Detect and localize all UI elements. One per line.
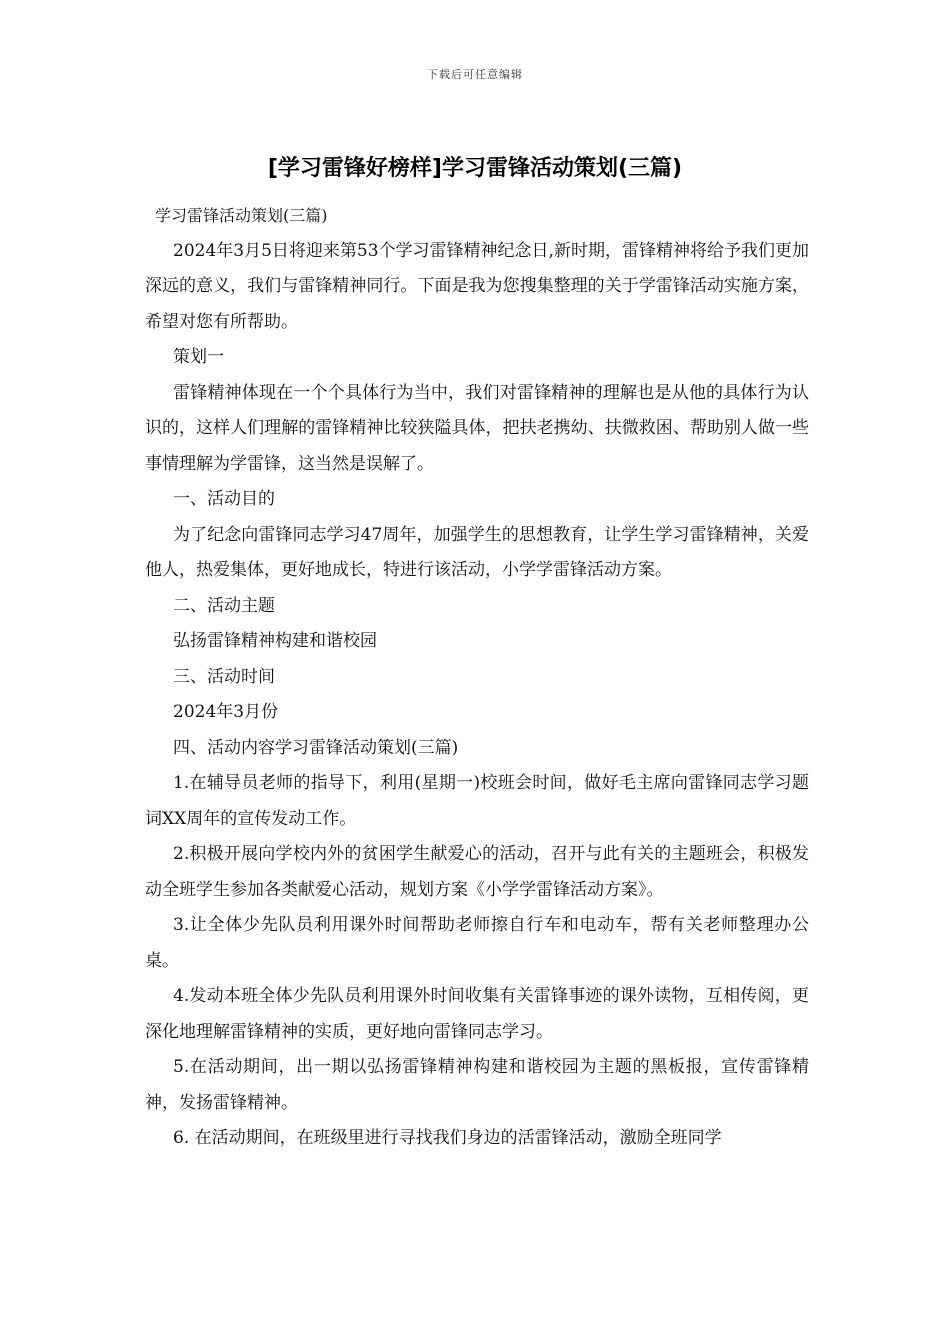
time-text: 2024年3月份: [173, 702, 279, 722]
list-item: 3.让全体少先队员利用课外时间帮助老师擦自行车和电动车，帮有关老师整理办公桌。: [145, 915, 809, 971]
section-heading-plan-one: 策划一: [173, 347, 224, 367]
list-item: 4.发动本班全体少先队员利用课外时间收集有关雷锋事迹的课外读物，互相传阅，更深化地理解雷锋精神的实质，更好地向雷锋同志学习。: [145, 986, 809, 1042]
theme-text: 弘扬雷锋精神构建和谐校园: [173, 631, 377, 651]
list-item: 1.在辅导员老师的指导下，利用(星期一)校班会时间，做好毛主席向雷锋同志学习题词XX周年的宣传发动工作。: [145, 773, 809, 829]
document-title: [学习雷锋好榜样]学习雷锋活动策划(三篇): [267, 156, 683, 181]
document-body: [145, 198, 809, 1157]
section-heading-purpose: 一、活动目的: [173, 489, 275, 509]
section-heading-theme: 二、活动主题: [173, 595, 275, 616]
body-paragraph: 雷锋精神体现在一个个具体行为当中，我们对雷锋精神的理解也是从他的具体行为认识的，这样人们理解的雷锋精神比较狭隘具体，把扶老携幼、扶微救困、帮助别人做一些事情理解为学雷锋，这当然是误解了。: [145, 382, 809, 474]
intro-paragraph: 2024年3月5日将迎来第53个学习雷锋精神纪念日,新时期，雷锋精神将给予我们更加深远的意义，我们与雷锋精神同行。下面是我为您搜集整理的关于学雷锋活动实施方案，希望对您有所帮助。: [145, 240, 809, 332]
list-item: 2.积极开展向学校内外的贫困学生献爱心的活动，召开与此有关的主题班会，积极发动全班学生参加各类献爱心活动，规划方案《小学学雷锋活动方案》。: [145, 844, 809, 900]
section-heading-time: 三、活动时间: [173, 666, 275, 687]
body-paragraph: 为了纪念向雷锋同志学习47周年，加强学生的思想教育，让学生学习雷锋精神，关爱他人，热爱集体，更好地成长，特进行该活动，小学学雷锋活动方案。: [145, 524, 809, 580]
list-item: 5.在活动期间，出一期以弘扬雷锋精神构建和谐校园为主题的黑板报，宣传雷锋精神，发扬雷锋精神。: [145, 1057, 809, 1113]
section-heading-content: 四、活动内容学习雷锋活动策划(三篇): [173, 737, 459, 758]
list-item: 6. 在活动期间，在班级里进行寻找我们身边的活雷锋活动，激励全班同学: [173, 1128, 722, 1148]
header-note: 下载后可任意编辑: [427, 68, 523, 81]
document-subtitle: 学习雷锋活动策划(三篇): [155, 206, 328, 225]
